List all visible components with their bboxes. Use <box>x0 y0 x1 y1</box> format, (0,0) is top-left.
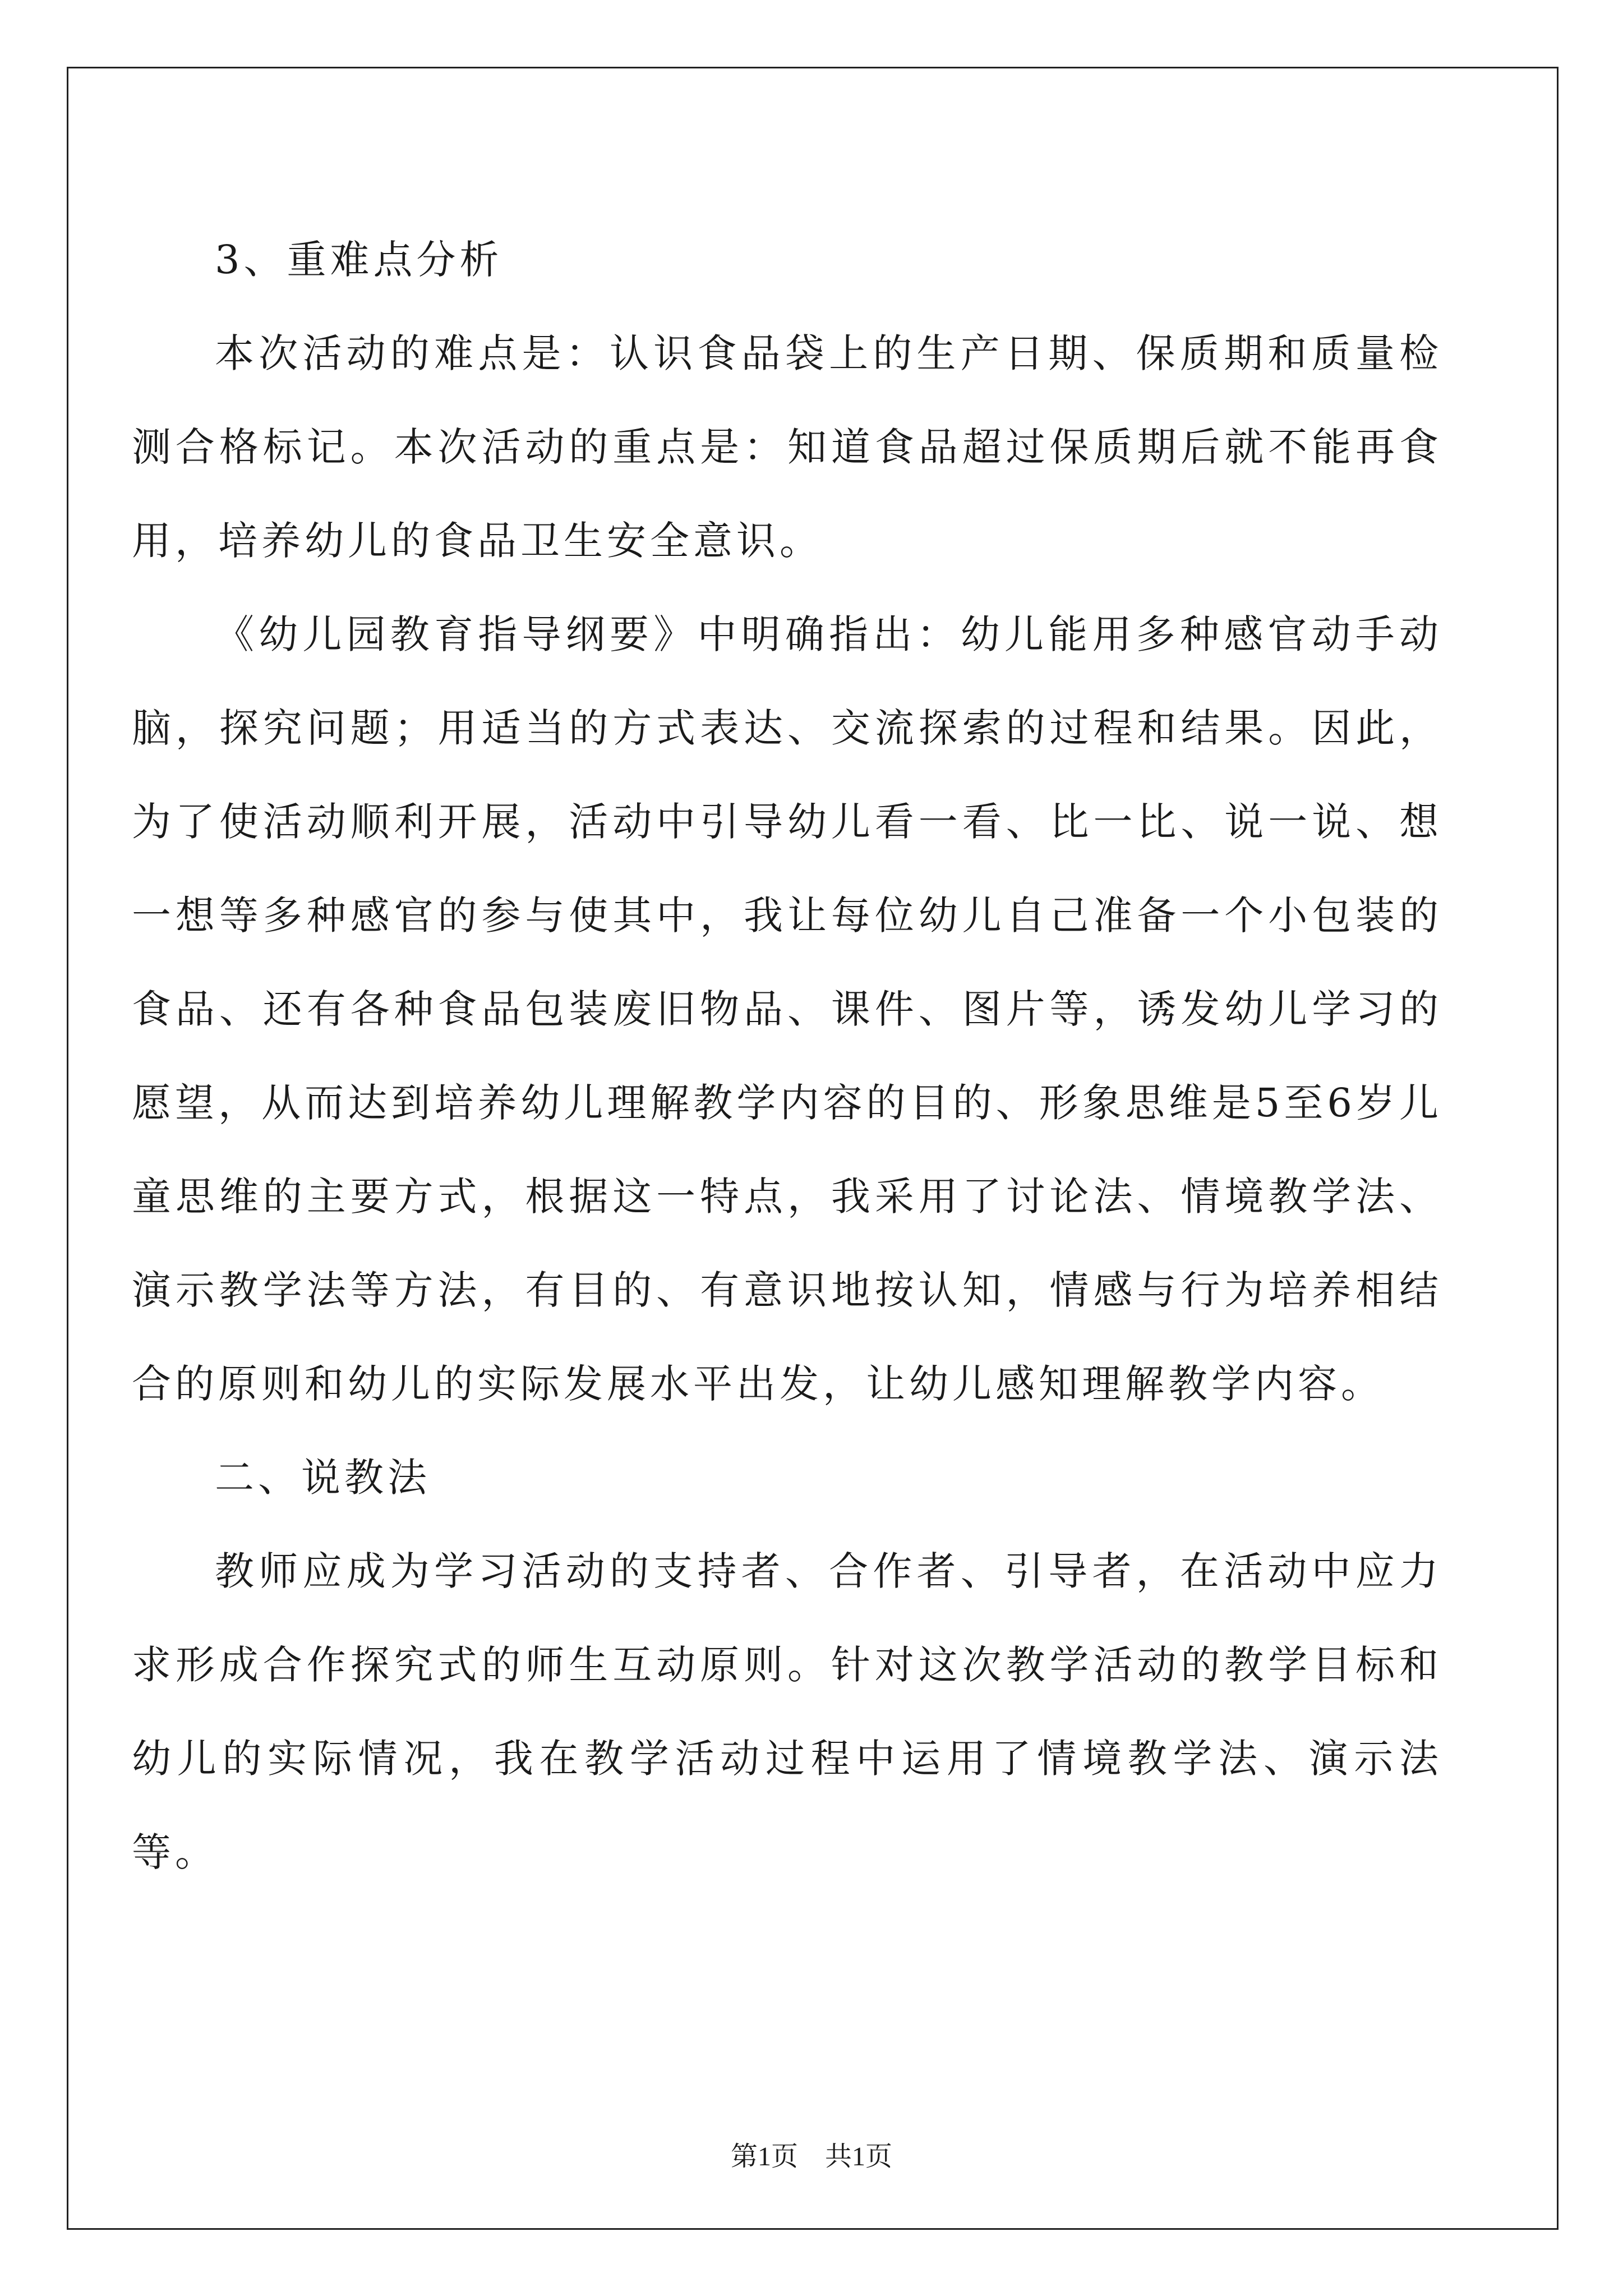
section-heading-difficulties: 3、重难点分析 <box>215 237 503 283</box>
paragraph-guidelines: 《幼儿园教育指导纲要》中明确指出：幼儿能用多种感官动手动脑，探究问题；用适当的方式表达、交流探索的过程和结果。因此，为了使活动顺利开展，活动中引导幼儿看一看、比一比、说一说、想一想等多种感官的参与使其中，我让每位幼儿自己准备一个小包装的食品、还有各种食品包装废旧物品、课件、图片等，诱发幼儿学习的愿望，从而达到培养幼儿理解教学内容的目的、形象思维是5至6岁儿童思维的主要方式，根据这一特点，我采用了讨论法、情境教学法、演示教学法等方法，有目的、有意识地按认知，情感与行为培养相结合的原则和幼儿的实际发展水平出发，让幼儿感知理解教学内容。 <box>132 611 1442 1407</box>
paragraph-teacher-role: 教师应成为学习活动的支持者、合作者、引导者，在活动中应力求形成合作探究式的师生互动原则。针对这次教学活动的教学目标和幼儿的实际情况，我在教学活动过程中运用了情境教学法、演示法等。 <box>132 1548 1442 1875</box>
section-heading-teaching-methods: 二、说教法 <box>215 1455 431 1501</box>
page-footer: 第1页 共1页 <box>730 2142 892 2171</box>
document-body <box>132 213 1442 1899</box>
paragraph-key-points: 本次活动的难点是：认识食品袋上的生产日期、保质期和质量检测合格标记。本次活动的重点是：知道食品超过保质期后就不能再食用，培养幼儿的食品卫生安全意识。 <box>132 330 1442 564</box>
